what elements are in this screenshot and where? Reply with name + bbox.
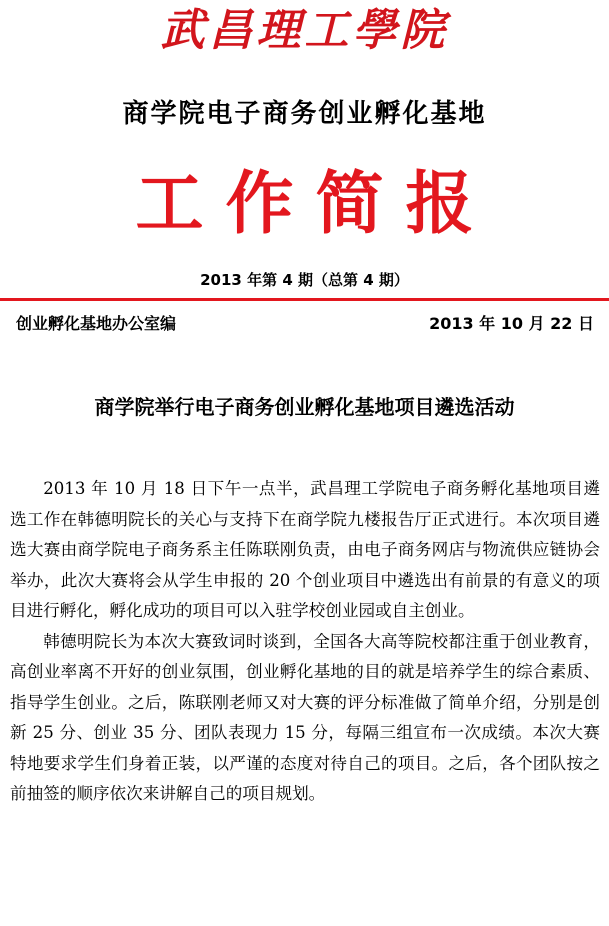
article-body bbox=[10, 474, 600, 810]
article-paragraph: 2013 年 10 月 18 日下午一点半，武昌理工学院电子商务孵化基地项目遴选工作在韩德明院长的关心与支持下在商学院九楼报告厅正式进行。本次项目遴选大赛由商学院电子商务系主任陈联刚负责，由电子商务网店与物流供应链协会举办，此次大赛将会从学生申报的 20 个创业项目中遴选出有前景的有意义的项目进行孵化，孵化成功的项目可以入驻学校创业园或自主创业。 bbox=[10, 479, 600, 620]
publication-date: 2013 年 10 月 22 日 bbox=[429, 314, 594, 333]
base-name-heading: 商学院电子商务创业孵化基地 bbox=[122, 99, 487, 129]
red-divider bbox=[0, 298, 609, 301]
article-paragraph: 韩德明院长为本次大赛致词时谈到，全国各大高等院校都注重于创业教育，高创业率离不开好的创业氛围，创业孵化基地的目的就是培养学生的综合素质、指导学生创业。之后，陈联刚老师又对大赛的评分标准做了简单介绍，分别是创新 25 分、创业 35 分、团队表现力 15 分，每隔三组宣布一次成绩。本次大赛特地要求学生们身着正装，以严谨的态度对待自己的项目。之后，各个团队按之前抽签的顺序依次来讲解自己的项目规划。 bbox=[10, 631, 600, 803]
editor-line: 创业孵化基地办公室编 bbox=[16, 314, 177, 333]
bulletin-title: 工作简报 bbox=[135, 164, 496, 244]
issue-number: 2013 年第 4 期（总第 4 期） bbox=[200, 271, 409, 289]
article-title: 商学院举行电子商务创业孵化基地项目遴选活动 bbox=[94, 395, 515, 419]
school-name-logo: 武昌理工學院 bbox=[160, 5, 449, 56]
